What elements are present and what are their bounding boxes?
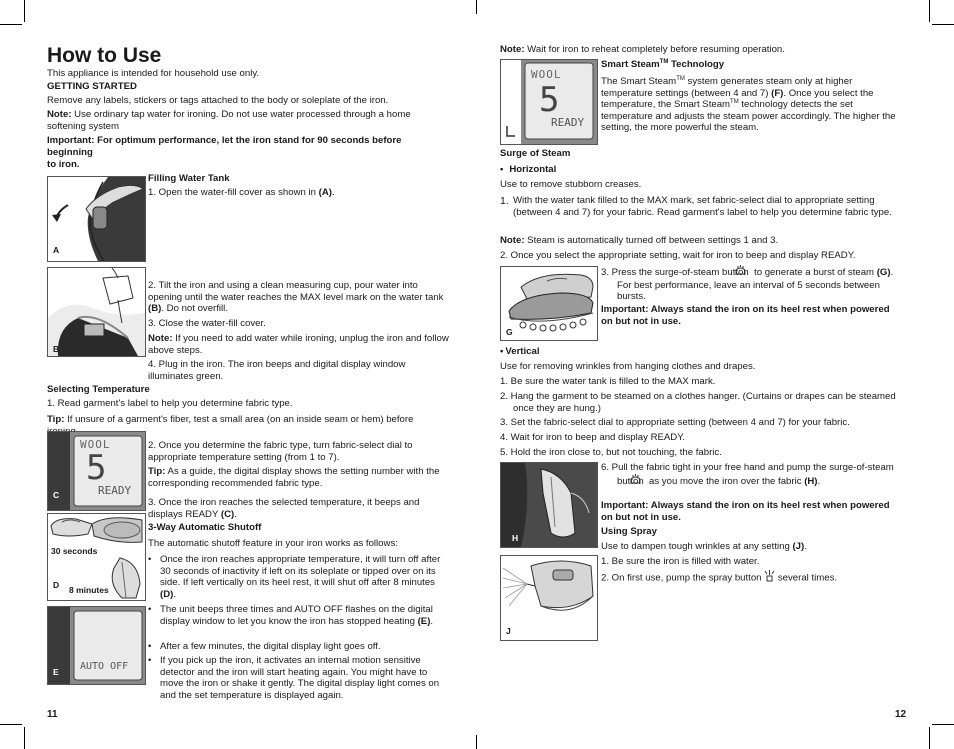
auto-shutoff-intro: The automatic shutoff feature in your iron works as follows: bbox=[148, 538, 398, 549]
bullet-glyph: • bbox=[500, 164, 504, 175]
figure-label-d: D bbox=[53, 580, 60, 590]
filling-water-tank-heading: Filling Water Tank bbox=[148, 173, 230, 184]
auto-shutoff-heading: 3-Way Automatic Shutoff bbox=[148, 522, 262, 533]
figure-c-ready-display bbox=[47, 431, 146, 511]
figure-ref: (B) bbox=[148, 303, 162, 314]
note-label: Note: bbox=[148, 333, 173, 344]
figure-a-open-water-cover bbox=[47, 176, 146, 262]
figure-h-surge-vertical bbox=[500, 462, 598, 548]
tip-label: Tip: bbox=[47, 414, 65, 425]
step-text-end: . bbox=[331, 187, 335, 198]
display-fabric-wool: WOOL bbox=[80, 438, 111, 451]
vertical-step-3: 3. Set the fabric-select dial to appropriate setting (between 4 and 7) for your fabric. bbox=[500, 417, 850, 428]
step-text-end: . For best performance, leave an interval of 5 seconds between bursts. bbox=[617, 266, 894, 302]
important-heel-rest-2: Important: Always stand the iron on its heel rest when powered on but not in use. bbox=[601, 500, 890, 523]
important-heel-rest-1: Important: Always stand the iron on its heel rest when powered on but not in use. bbox=[601, 304, 890, 327]
vertical-heading bbox=[500, 346, 540, 358]
figure-label-e: E bbox=[53, 667, 59, 677]
heading-text-end: Technology bbox=[668, 59, 725, 71]
refill-note bbox=[148, 333, 450, 356]
text: technology detects the set temperature and adjusts the steam power accordingly. The higher the setting, the more powerful the steam. bbox=[601, 99, 896, 134]
shutoff-bullet-1 bbox=[148, 554, 450, 600]
bullet-glyph: • bbox=[500, 346, 504, 357]
select-step-2: 2. Once you determine the fabric type, turn fabric-select dial to appropriate temperature setting (from 1 to 7). bbox=[148, 440, 413, 463]
vertical-step-5: 5. Hold the iron close to, but not touching, the fabric. bbox=[500, 447, 722, 458]
crop-mark bbox=[476, 0, 477, 14]
filling-step-1 bbox=[148, 187, 335, 199]
figure-ref: (E) bbox=[417, 615, 431, 627]
tip-label: Tip: bbox=[148, 466, 166, 477]
tip-text: If unsure of a garment's fiber, test a small area (on an inside seam or hem) before bbox=[67, 414, 414, 425]
step-text-end: . Do not overfill. bbox=[161, 303, 228, 314]
note-text: Steam is automatically turned off between settings 1 and 3. bbox=[524, 235, 779, 246]
spray-intro bbox=[601, 541, 807, 553]
remove-labels-text: Remove any labels, stickers or tags attached to the body or soleplate of the iron. bbox=[47, 95, 389, 106]
trademark: TM bbox=[659, 59, 669, 65]
text: Use to dampen tough wrinkles at any setting bbox=[601, 541, 793, 552]
page-number-left: 11 bbox=[47, 709, 58, 720]
smart-steam-description bbox=[601, 76, 906, 134]
filling-step-2 bbox=[148, 280, 448, 315]
figure-f-smart-steam-display bbox=[500, 59, 598, 145]
shutoff-bullet-3 bbox=[148, 641, 450, 653]
horizontal-step-3 bbox=[601, 265, 906, 303]
text-end: . bbox=[804, 541, 807, 552]
trademark: TM bbox=[730, 99, 739, 106]
spray-button-icon bbox=[764, 570, 775, 586]
selecting-temperature-heading: Selecting Temperature bbox=[47, 384, 150, 395]
bullet-text: Once the iron reaches appropriate temperature, it will turn off after 30 seconds of inactivity if left on its soleplate or tipped over on its side. If left vertically on its heel rest, it will shut off after 8 minutes bbox=[160, 554, 441, 588]
step-number: 1. bbox=[500, 195, 509, 207]
page-title: How to Use bbox=[47, 44, 162, 67]
important-90-seconds: Important: For optimum performance, let the iron stand for 90 seconds before beginning bbox=[47, 135, 402, 158]
figure-ref: (J) bbox=[792, 541, 805, 552]
text: . Once you select the temperature, the Smart Steam bbox=[601, 87, 874, 111]
tap-water-note bbox=[47, 109, 447, 132]
crop-mark bbox=[24, 0, 25, 22]
label-8-minutes: 8 minutes bbox=[69, 585, 109, 595]
figure-b-fill-water bbox=[47, 267, 146, 357]
household-note: This appliance is intended for household use only. bbox=[47, 68, 260, 79]
step-text: 3. Press the surge-of-steam button bbox=[601, 266, 752, 278]
crop-mark bbox=[0, 724, 22, 725]
step-text: With the water tank filled to the MAX mark, set fabric-select dial to appropriate setting (between 4 and 7) for your fabric. Read garment's label to help you determine fabric type. bbox=[513, 195, 892, 218]
crop-mark bbox=[476, 735, 477, 749]
display-setting-number: 5 bbox=[539, 80, 560, 120]
step-text-end: several times. bbox=[775, 572, 838, 584]
figure-label-j: J bbox=[506, 626, 511, 636]
note-label: Note: bbox=[47, 109, 72, 120]
figure-ref: (D) bbox=[160, 588, 174, 600]
display-auto-off: AUTO OFF bbox=[80, 661, 129, 672]
trademark: TM bbox=[676, 76, 685, 82]
step-text: 6. Pull the fabric tight in your free hand and pump the surge-of-steam button bbox=[601, 462, 894, 487]
steam-off-note bbox=[500, 235, 908, 247]
shutoff-bullet-4 bbox=[148, 655, 452, 701]
figure-ref: (G) bbox=[876, 266, 891, 278]
vertical-step-6 bbox=[601, 462, 906, 488]
reheat-note bbox=[500, 44, 908, 56]
step-text: 2. Tilt the iron and using a clean measuring cup, pour water into opening until the water reaches the MAX level mark on the water tank bbox=[148, 280, 444, 303]
crop-mark bbox=[929, 0, 930, 22]
vertical-step-2: 2. Hang the garment to be steamed on a clothes hanger. (Curtains or drapes can be steamed once they are hung.) bbox=[500, 391, 896, 414]
bullet-glyph: • bbox=[148, 604, 152, 615]
vertical-intro: Use for removing wrinkles from hanging clothes and drapes. bbox=[500, 361, 756, 372]
note-text: Wait for iron to reheat completely before resuming operation. bbox=[524, 44, 785, 55]
label-30-seconds: 30 seconds bbox=[51, 546, 98, 556]
getting-started-heading: GETTING STARTED bbox=[47, 81, 137, 92]
figure-label-c: C bbox=[53, 490, 60, 500]
filling-step-3: 3. Close the water-fill cover. bbox=[148, 318, 266, 329]
important-to-iron: to iron. bbox=[47, 159, 80, 170]
spray-step-1: 1. Be sure the iron is filled with water. bbox=[601, 556, 760, 567]
figure-ref: (A) bbox=[318, 187, 332, 198]
figure-label-b: B bbox=[53, 344, 60, 354]
figure-label-f bbox=[507, 128, 512, 138]
display-ready: READY bbox=[98, 484, 132, 497]
horizontal-step-1 bbox=[500, 195, 908, 218]
using-spray-heading: Using Spray bbox=[601, 526, 657, 537]
figure-e-auto-off-display bbox=[47, 606, 146, 685]
figure-g-surge-horizontal bbox=[500, 266, 598, 341]
note-label: Note: bbox=[500, 235, 525, 246]
crop-mark bbox=[929, 727, 930, 749]
heading-text: Vertical bbox=[505, 346, 540, 357]
text: system generates steam only at higher temperature settings (between 4 and 7) bbox=[601, 76, 853, 99]
crop-mark bbox=[24, 727, 25, 749]
surge-of-steam-heading: Surge of Steam bbox=[500, 148, 571, 159]
step-text: to generate a burst of steam bbox=[751, 266, 877, 278]
bullet-text-end: . bbox=[430, 615, 434, 627]
bullet-text: If you pick up the iron, it activates an internal motion sensitive detector and the iron will start heating again. You might have to move the iron or shake it gently. The digital display light comes on and the set temperature is displayed again. bbox=[160, 655, 440, 701]
note-text: Use ordinary tap water for ironing. Do not use water processed through a home softening system bbox=[47, 109, 411, 132]
figure-ref: (C) bbox=[220, 508, 235, 520]
step-text: 1. Open the water-fill cover as shown in bbox=[148, 187, 319, 198]
select-step-1: 1. Read garment's label to help you determine fabric type. bbox=[47, 398, 293, 409]
figure-label-h: H bbox=[512, 533, 519, 543]
page-number-right: 12 bbox=[895, 709, 907, 720]
crop-mark bbox=[932, 24, 954, 25]
horizontal-heading bbox=[500, 164, 556, 176]
figure-ref: (H) bbox=[804, 475, 818, 487]
crop-mark bbox=[932, 724, 954, 725]
heading-text: Horizontal bbox=[509, 164, 557, 175]
vertical-step-4: 4. Wait for iron to beep and display READY. bbox=[500, 432, 686, 443]
step-text-end: . bbox=[817, 475, 821, 487]
bullet-glyph: • bbox=[148, 655, 152, 666]
bullet-glyph: • bbox=[148, 554, 152, 565]
display-fabric-wool: WOOL bbox=[531, 68, 562, 81]
vertical-step-1: 1. Be sure the water tank is filled to the MAX mark. bbox=[500, 376, 716, 387]
step-text: 2. On first use, pump the spray button bbox=[601, 572, 765, 584]
heading-text: Smart Steam bbox=[601, 59, 660, 71]
shutoff-bullet-2 bbox=[148, 604, 450, 627]
step-text: as you move the iron over the fabric bbox=[646, 475, 805, 487]
note-label: Note: bbox=[500, 44, 525, 55]
note-text: If you need to add water while ironing, unplug the iron and follow above steps. bbox=[148, 333, 449, 356]
bullet-text: The unit beeps three times and AUTO OFF flashes on the digital display window to let you know the iron has stopped heating bbox=[160, 604, 433, 627]
bullet-text-end: . bbox=[173, 588, 176, 600]
bullet-text: After a few minutes, the digital display light goes off. bbox=[160, 641, 381, 652]
smart-steam-heading bbox=[601, 59, 724, 71]
figure-ref: (F) bbox=[771, 87, 784, 99]
display-ready: READY bbox=[551, 116, 585, 129]
text: The Smart Steam bbox=[601, 76, 677, 88]
crop-mark bbox=[0, 24, 22, 25]
select-step-3 bbox=[148, 497, 450, 520]
filling-step-4: 4. Plug in the iron. The iron beeps and digital display window illuminates green. bbox=[148, 359, 406, 382]
figure-j-spray bbox=[500, 555, 598, 641]
figure-label-g: G bbox=[506, 327, 513, 337]
figure-d-shutoff-positions bbox=[47, 513, 146, 601]
display-setting-number: 5 bbox=[86, 448, 107, 488]
tip-text: As a guide, the digital display shows the setting number with the corresponding recommended fabric type. bbox=[148, 466, 440, 489]
horizontal-step-2: 2. Once you select the appropriate setting, wait for iron to beep and display READY. bbox=[500, 250, 856, 261]
horizontal-intro: Use to remove stubborn creases. bbox=[500, 179, 642, 190]
figure-label-a: A bbox=[53, 245, 60, 255]
step-text-end: . bbox=[234, 508, 237, 520]
step-text: 3. Once the iron reaches the selected temperature, it beeps and displays READY bbox=[148, 497, 420, 520]
spray-step-2 bbox=[601, 570, 837, 586]
bullet-glyph: • bbox=[148, 641, 152, 652]
display-guide-tip bbox=[148, 466, 450, 489]
